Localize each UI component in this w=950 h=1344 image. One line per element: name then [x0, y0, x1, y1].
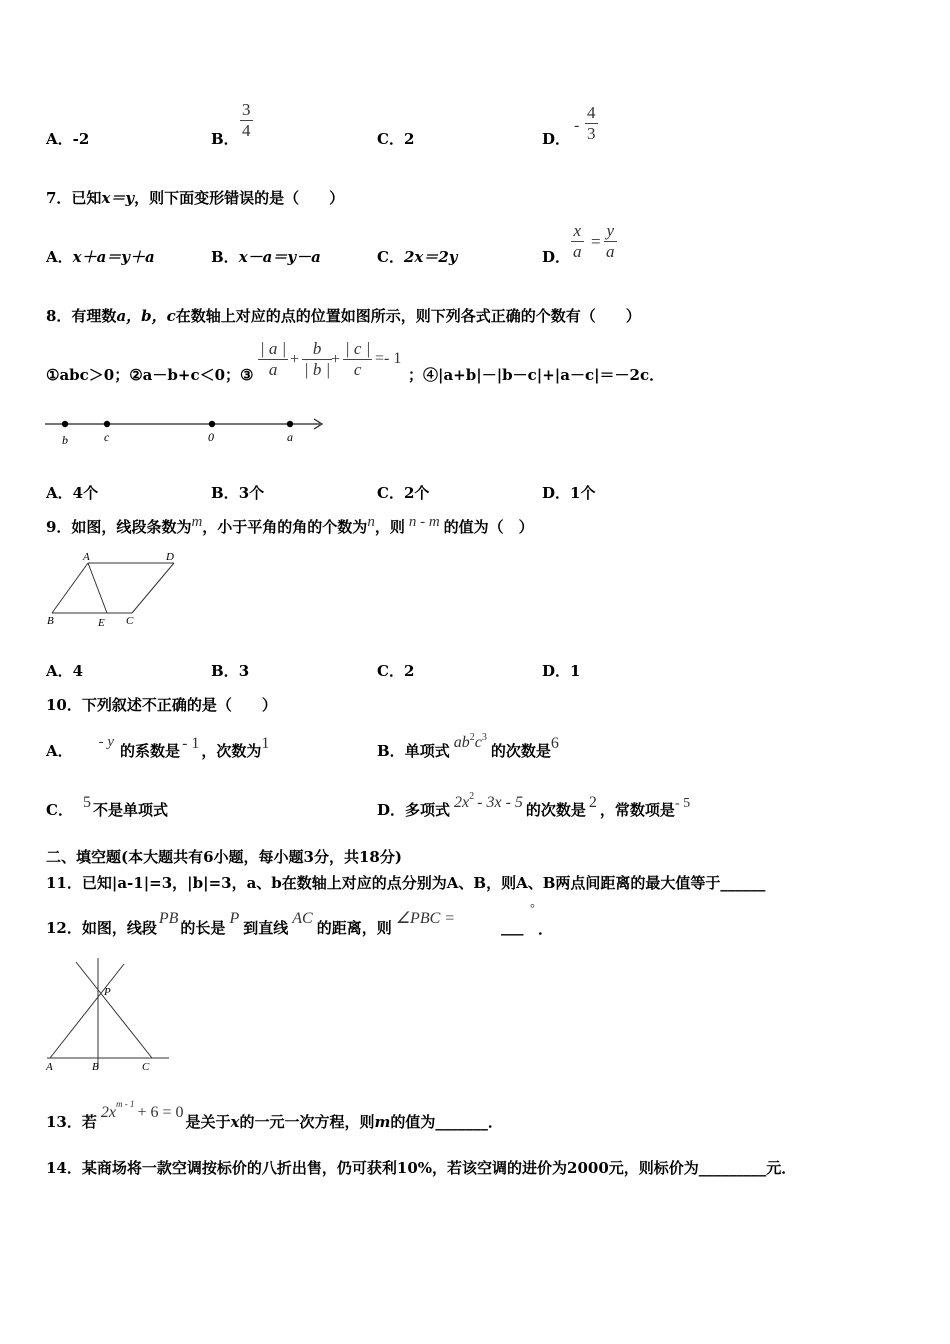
q12-degree-sign: ° [530, 901, 535, 915]
axis-label-a: a [287, 430, 293, 444]
label-B: B [47, 615, 54, 627]
q8-option-b[interactable]: B．3个 [211, 484, 265, 502]
q8-fraction-2: b | b | [304, 339, 331, 379]
q8-option-d[interactable]: D．1个 [542, 484, 596, 502]
label-A: A [46, 1061, 53, 1073]
q6-option-b-fraction: 3 4 [242, 100, 251, 140]
q8-stem: 8．有理数a，b，c在数轴上对应的点的位置如图所示，则下列各式正确的个数有（ ） [46, 307, 641, 325]
q8-number-line [40, 410, 340, 450]
q9-option-a[interactable]: A．4 [46, 662, 84, 680]
section-2-title: 二、填空题(本大题共有6小题，每小题3分，共18分) [46, 848, 402, 866]
q8-equation-rhs: =- 1 [375, 350, 402, 367]
q13-stem: 13．若$2x^{m - 1} + 6 = 0$是关于x的一元一次方程，则m的值为_______． [46, 1099, 503, 1131]
q7-option-b[interactable]: B．x－a＝y－a [211, 248, 321, 266]
q8-fraction-3: | c | c [345, 339, 371, 379]
q8-option-a[interactable]: A．4个 [46, 484, 99, 502]
q9-option-d[interactable]: D．1 [542, 662, 581, 680]
label-C: C [142, 1061, 150, 1073]
q8-statements-1-3: ①abc＞0；②a－b+c＜0；③ [46, 366, 254, 384]
label-P: P [104, 986, 111, 998]
q10-option-d[interactable]: D．多项式 $2x^2 - 3x - 5$ 的次数是 2 ，常数项是- 5 [377, 791, 691, 819]
label-B: B [92, 1061, 99, 1073]
q10-option-b[interactable]: B．单项式 $ab^2c^3$的次数是6 [377, 732, 559, 760]
axis-label-c: c [104, 430, 110, 444]
q8-fraction-1: | a | a [260, 339, 287, 379]
q8-statement-4: ；④|a+b|－|b－c|+|a－c|＝－2c． [408, 366, 665, 384]
q12-period: ． [538, 920, 554, 938]
q8-option-c[interactable]: C．2个 [377, 484, 430, 502]
axis-label-zero: 0 [208, 430, 214, 444]
q11-text: 11．已知|a-1|=3，|b|=3，a、b在数轴上对应的点分别为A、B，则A、B两点间距离的最大值等于______ [46, 874, 766, 892]
q10-option-a[interactable]: A． - y 的系数是 - 1 ，次数为1 [46, 734, 270, 760]
q7-option-d-fraction-left: x a [573, 221, 582, 261]
q8-plus-2: + [331, 351, 341, 368]
q6-option-b-label[interactable]: B． [211, 130, 239, 148]
q7-option-d-label[interactable]: D． [542, 248, 571, 266]
q7-stem: 7．已知x＝y，则下面变形错误的是（ ） [46, 189, 345, 207]
q6-option-d-label[interactable]: D． [542, 130, 571, 148]
q7-option-d-equals: = [591, 232, 601, 251]
q7-option-c[interactable]: C．2x＝2y [377, 248, 458, 266]
axis-label-b: b [62, 433, 68, 447]
label-A: A [83, 551, 90, 563]
q8-plus-1: + [290, 351, 300, 368]
label-E: E [98, 617, 105, 629]
q6-option-a[interactable]: A．-2 [46, 130, 90, 148]
q12-perpendicular-figure [42, 956, 172, 1076]
label-D: D [166, 551, 174, 563]
label-C: C [126, 615, 134, 627]
q9-parallelogram-figure [42, 546, 192, 630]
q10-stem: 10．下列叙述不正确的是（ ） [46, 696, 277, 714]
q9-stem: 9．如图，线段条数为m，小于平角的角的个数为n，则 n - m 的值为（ ） [46, 514, 534, 536]
q6-option-c[interactable]: C．2 [377, 130, 415, 148]
q12-stem: 12．如图，线段PB的长是P到直线AC的距离，则∠PBC = [46, 910, 456, 937]
q14-text: 14．某商场将一款空调按标价的八折出售，仍可获利10%，若该空调的进价为2000元，则标价为_________元． [46, 1159, 797, 1177]
q7-option-a[interactable]: A．x＋a＝y＋a [46, 248, 155, 266]
q9-option-c[interactable]: C．2 [377, 662, 415, 680]
q9-option-b[interactable]: B．3 [211, 662, 250, 680]
q6-option-d-sign: - [574, 117, 580, 134]
q10-option-c[interactable]: C． 5 不是单项式 [46, 794, 168, 819]
q6-option-d-fraction: 4 3 [587, 103, 596, 143]
q12-answer-blank[interactable]: ___ [501, 918, 524, 936]
q7-option-d-fraction-right: y a [606, 221, 615, 261]
